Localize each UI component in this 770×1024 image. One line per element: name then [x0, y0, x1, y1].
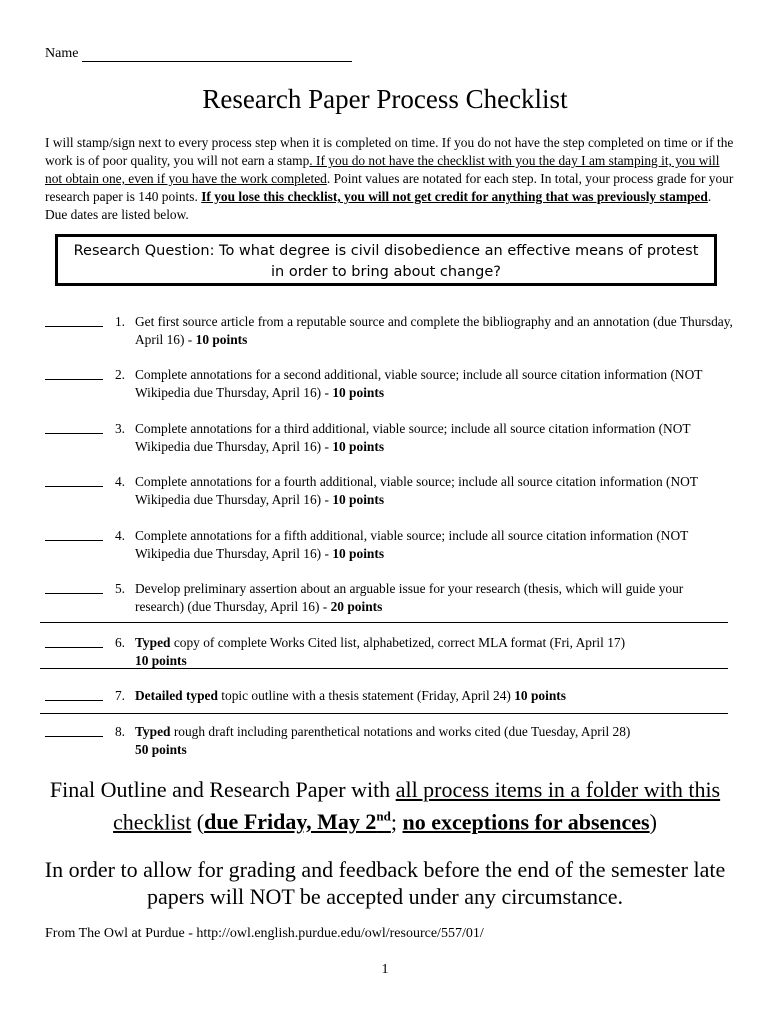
final-text-d: due Friday, May 2: [204, 809, 377, 835]
checklist-step: [45, 313, 735, 353]
step-description: topic outline with a thesis statement (Friday, April 24): [217, 688, 515, 703]
step-description: rough draft including parenthetical notations and works cited (due Tuesday, April 28): [170, 724, 631, 739]
stamp-blank[interactable]: [45, 433, 103, 434]
checklist-step: [45, 580, 735, 620]
step-text: [135, 473, 735, 509]
intro-text-1: I will stamp/sign next to every process step when it is completed on time. If you do not have the step completed on time or if the work is of poor quality, you will not earn a stamp: [45, 135, 734, 168]
step-number: 3.: [114, 421, 125, 436]
final-text-b: all process items in a folder with this checklist: [113, 777, 721, 835]
intro-text-4: If you lose this checklist, you will not get credit for anything that was previously stamped: [201, 189, 708, 204]
name-field-row: [45, 46, 352, 62]
step-points: 10 points: [135, 653, 187, 668]
divider: [40, 622, 728, 623]
intro-text-5: . Due dates are listed below.: [45, 189, 712, 222]
page-number: 1: [381, 962, 389, 977]
checklist-step: [45, 687, 735, 707]
page-title: Research Paper Process Checklist: [202, 84, 568, 114]
step-points: 10 points: [332, 492, 385, 507]
step-text: [135, 313, 735, 349]
step-text: [135, 634, 735, 670]
final-text-sup: nd: [376, 809, 391, 824]
intro-text-2: . If you do not have the checklist with you the day I am stamping it, you will not obtain one, even if you have the work completed: [45, 153, 720, 186]
final-text-c: (: [191, 809, 205, 835]
step-bold-prefix: Typed: [135, 724, 171, 739]
research-question-box: [55, 234, 717, 286]
research-question-line-1: Research Question: To what degree is civil disobedience an effective means of protest: [73, 243, 699, 259]
intro-paragraph: [45, 134, 735, 224]
step-number: 1.: [114, 314, 125, 329]
step-description: Complete annotations for a third additional, viable source; include all source citation information (NOT Wikipedia due Thursday, April 16) -: [135, 421, 691, 454]
step-description: Complete annotations for a second additional, viable source; include all source citation information (NOT Wikipedia due Thursday, April 16) -: [135, 367, 703, 400]
stamp-blank[interactable]: [45, 540, 103, 541]
step-description: Get first source article from a reputable source and complete the bibliography and an annotation (due Thursday, April 16) -: [135, 314, 733, 347]
name-label: Name: [45, 46, 79, 61]
stamp-blank[interactable]: [45, 700, 103, 701]
step-bold-prefix: Typed: [135, 635, 171, 650]
step-number: 6.: [114, 635, 125, 650]
step-points: 50 points: [135, 742, 187, 757]
checklist-step: [45, 366, 735, 406]
stamp-blank[interactable]: [45, 379, 103, 380]
step-number: 7.: [114, 688, 125, 703]
step-text: [135, 527, 735, 563]
step-text: [135, 366, 735, 402]
step-bold-prefix: Detailed typed: [135, 688, 218, 703]
step-points: 10 points: [514, 688, 566, 703]
final-due-date: [204, 809, 391, 834]
intro-text-3: . Point values are notated for each step. In total, your process grade for your research paper is 140 points.: [45, 171, 734, 204]
step-text: [135, 580, 735, 616]
divider: [40, 668, 728, 669]
final-text-f: no exceptions for absences: [402, 809, 650, 835]
step-description: copy of complete Works Cited list, alphabetized, correct MLA format (Fri, April 17): [170, 635, 626, 650]
step-text: [135, 723, 735, 759]
step-points: 20 points: [330, 599, 383, 614]
source-credit: From The Owl at Purdue - http://owl.english.purdue.edu/owl/resource/557/01/: [45, 926, 484, 941]
checklist-step: [45, 527, 735, 567]
step-number: 4.: [114, 474, 125, 489]
step-number: 5.: [114, 581, 125, 596]
stamp-blank[interactable]: [45, 593, 103, 594]
step-points: 10 points: [332, 439, 385, 454]
step-text: [135, 687, 735, 705]
checklist-step: [45, 420, 735, 460]
step-description: Develop preliminary assertion about an arguable issue for your research (thesis, which will guide your research) (due Thursday, April 16) -: [135, 581, 684, 614]
late-papers-notice: In order to allow for grading and feedback before the end of the semester late papers will NOT be accepted under any circumstance.: [44, 857, 726, 909]
research-question-line-2: in order to bring about change?: [271, 264, 501, 280]
stamp-blank[interactable]: [45, 486, 103, 487]
step-points: 10 points: [332, 546, 385, 561]
step-number: 2.: [114, 367, 125, 382]
step-text: [135, 420, 735, 456]
checklist-step: [45, 723, 735, 763]
stamp-blank[interactable]: [45, 736, 103, 737]
checklist-step: [45, 473, 735, 513]
step-points: 10 points: [332, 385, 385, 400]
stamp-blank[interactable]: [45, 647, 103, 648]
final-text-g: ): [649, 809, 657, 835]
step-description: Complete annotations for a fourth additional, viable source; include all source citation information (NOT Wikipedia due Thursday, April 16) -: [135, 474, 698, 507]
step-description: Complete annotations for a fifth additional, viable source; include all source citation information (NOT Wikipedia due Thursday, April 16) -: [135, 528, 689, 561]
name-blank-line[interactable]: [82, 47, 352, 62]
final-deadline-notice: [40, 776, 730, 835]
final-text-a: Final Outline and Research Paper with: [49, 777, 396, 802]
final-text-e: ;: [390, 809, 403, 835]
stamp-blank[interactable]: [45, 326, 103, 327]
divider: [40, 713, 728, 714]
step-number: 8.: [114, 724, 125, 739]
step-number: 4.: [114, 528, 125, 543]
step-points: 10 points: [195, 332, 248, 347]
